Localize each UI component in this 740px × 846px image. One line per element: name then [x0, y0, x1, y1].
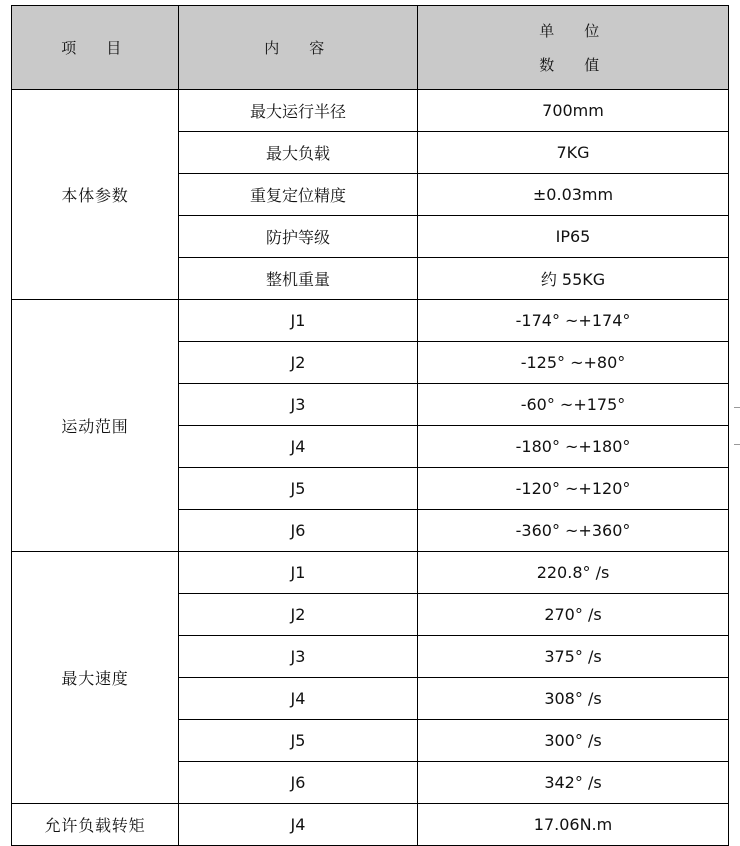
edge-mark [734, 444, 740, 445]
row-item: J5 [179, 720, 418, 762]
row-item: J3 [179, 384, 418, 426]
header-content: 内 容 [179, 6, 418, 90]
table-row [12, 90, 729, 132]
row-item: J6 [179, 510, 418, 552]
row-item: J1 [179, 300, 418, 342]
row-value: ±0.03mm [418, 174, 729, 216]
group-label-motion-range: 运动范围 [12, 300, 179, 552]
row-value: 700mm [418, 90, 729, 132]
row-item: J4 [179, 678, 418, 720]
row-value: 342° /s [418, 762, 729, 804]
row-value: -125° ~+80° [418, 342, 729, 384]
row-value: 约 55KG [418, 258, 729, 300]
row-item: 防护等级 [179, 216, 418, 258]
table-row [12, 300, 729, 342]
row-item: 重复定位精度 [179, 174, 418, 216]
spec-table [11, 5, 729, 846]
group-label-max-speed: 最大速度 [12, 552, 179, 804]
row-value: 17.06N.m [418, 804, 729, 846]
edge-mark [734, 407, 740, 408]
row-value: 300° /s [418, 720, 729, 762]
row-item: 最大负载 [179, 132, 418, 174]
row-item: J4 [179, 804, 418, 846]
row-item: J3 [179, 636, 418, 678]
group-label-torque: 允许负载转矩 [12, 804, 179, 846]
row-value: 7KG [418, 132, 729, 174]
row-value: -180° ~+180° [418, 426, 729, 468]
header-item: 项 目 [12, 6, 179, 90]
table-row [12, 804, 729, 846]
row-item: J4 [179, 426, 418, 468]
table-row [12, 552, 729, 594]
row-item: J2 [179, 594, 418, 636]
row-value: -360° ~+360° [418, 510, 729, 552]
row-item: J2 [179, 342, 418, 384]
row-item: J5 [179, 468, 418, 510]
row-value: -120° ~+120° [418, 468, 729, 510]
header-unit: 单 位 [539, 21, 607, 40]
row-item: J6 [179, 762, 418, 804]
row-value: 308° /s [418, 678, 729, 720]
header-row [12, 6, 729, 90]
header-unit-value [418, 6, 729, 90]
row-item: 最大运行半径 [179, 90, 418, 132]
row-item: 整机重量 [179, 258, 418, 300]
row-value: 375° /s [418, 636, 729, 678]
row-value: -60° ~+175° [418, 384, 729, 426]
row-value: IP65 [418, 216, 729, 258]
row-value: 270° /s [418, 594, 729, 636]
row-value: 220.8° /s [418, 552, 729, 594]
row-value: -174° ~+174° [418, 300, 729, 342]
header-value: 数 值 [539, 55, 607, 74]
row-item: J1 [179, 552, 418, 594]
group-label-body-params: 本体参数 [12, 90, 179, 300]
